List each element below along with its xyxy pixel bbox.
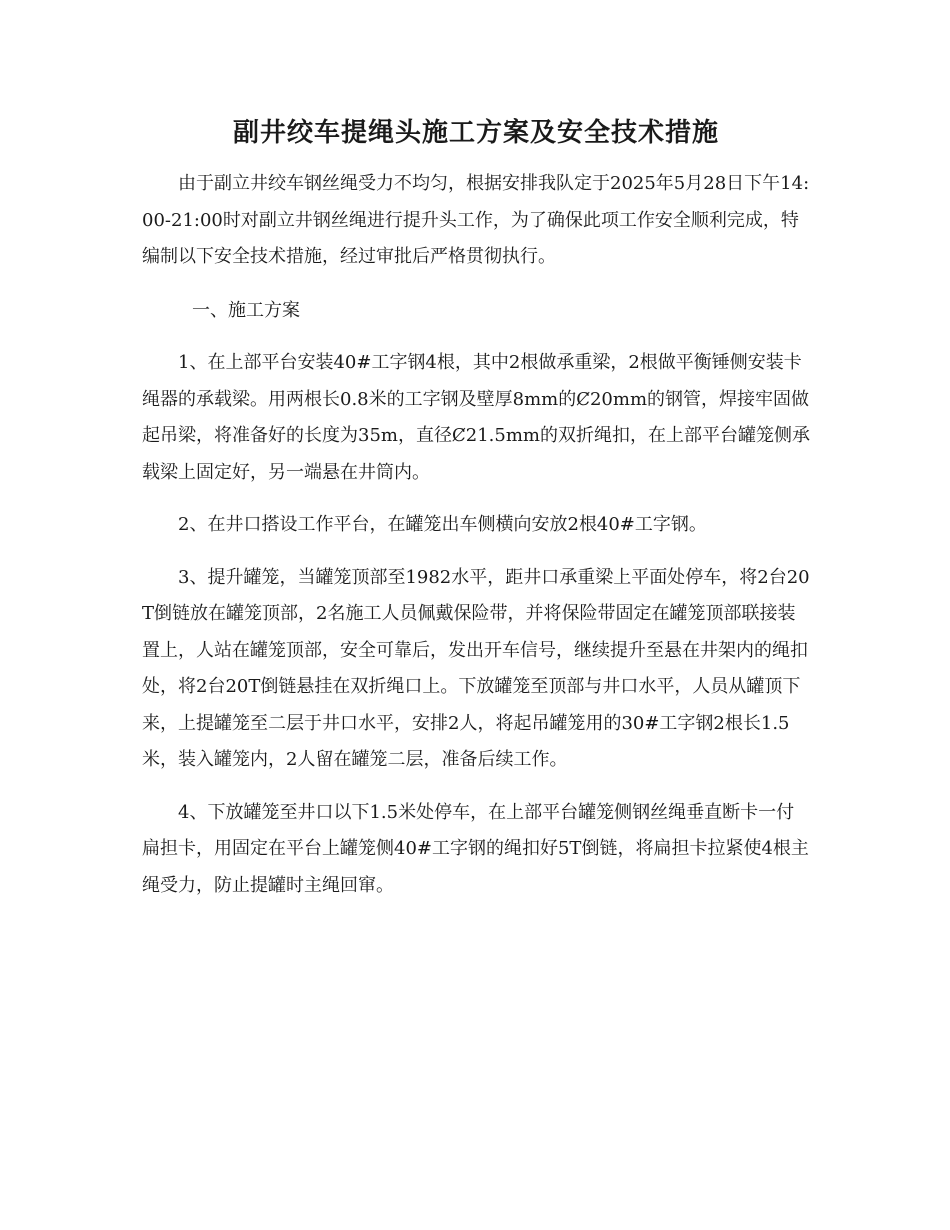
step-paragraph-1: 1、在上部平台安装40#工字钢4根，其中2根做承重梁，2根做平衡锤侧安装卡绳器的承载梁。用两根长0.8米的工字钢及壁厚8mm的Ȼ20mm的钢管，焊接牢固做起吊梁，将准备好的长度为35m，直径Ȼ21.5mm的双折绳扣，在上部平台罐笼侧承载梁上固定好，另一端悬在井筒内。 bbox=[142, 352, 810, 483]
step-paragraph-2: 2、在井口搭设工作平台，在罐笼出车侧横向安放2根40#工字钢。 bbox=[178, 514, 707, 535]
step-paragraph-4: 4、下放罐笼至井口以下1.5米处停车，在上部平台罐笼侧钢丝绳垂直断卡一付扁担卡，用固定在平台上罐笼侧40#工字钢的绳扣好5T倒链，将扁担卡拉紧使4根主绳受力，防止提罐时主绳回窜。 bbox=[142, 801, 809, 896]
intro-paragraph: 由于副立井绞车钢丝绳受力不均匀，根据安排我队定于2025年5月28日下午14:00-21:00时对副立井钢丝绳进行提升头工作，为了确保此项工作安全顺利完成，特编制以下安全技术措施，经过审批后严格贯彻执行。 bbox=[142, 173, 810, 267]
step-paragraph-3: 3、提升罐笼，当罐笼顶部至1982水平，距井口承重梁上平面处停车，将2台20T倒链放在罐笼顶部，2名施工人员佩戴保险带，并将保险带固定在罐笼顶部联接装置上，人站在罐笼顶部，安全可靠后，发出开车信号，继续提升至悬在井架内的绳扣处，将2台20T倒链悬挂在双折绳口上。下放罐笼至顶部与井口水平，人员从罐顶下来，上提罐笼至二层于井口水平，安排2人，将起吊罐笼用的30#工字钢2根长1.5米，装入罐笼内，2人留在罐笼二层，准备后续工作。 bbox=[142, 566, 810, 770]
document-page bbox=[142, 110, 810, 904]
document-title: 副井绞车提绳头施工方案及安全技术措施 bbox=[232, 118, 719, 148]
section-heading: 一、施工方案 bbox=[192, 299, 300, 321]
